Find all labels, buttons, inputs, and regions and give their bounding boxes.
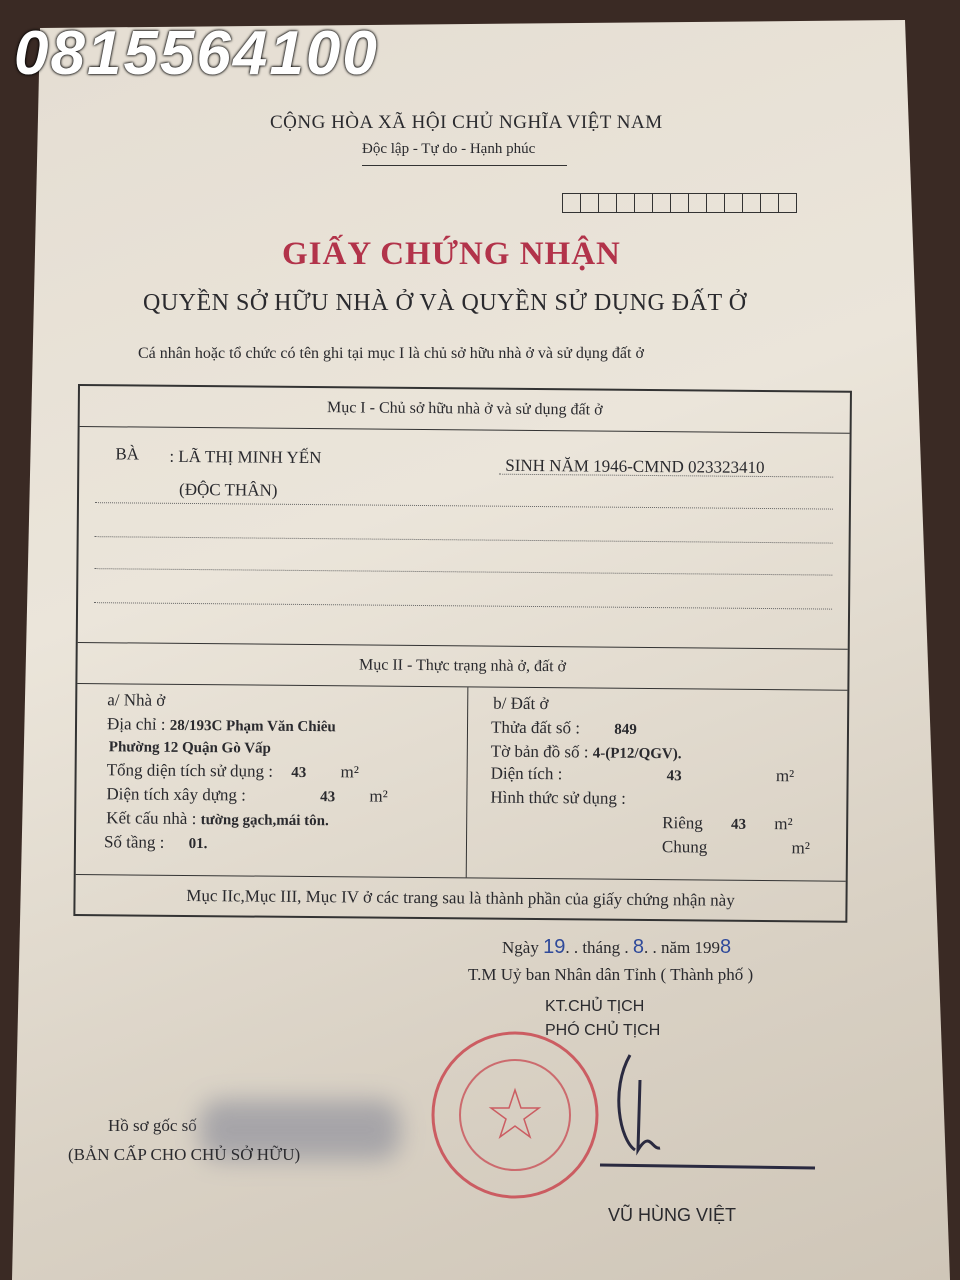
structure-row: Kết cấu nhà : tường gạch,mái tôn. xyxy=(106,808,329,830)
column-divider xyxy=(466,687,469,877)
document-subtitle: QUYỀN SỞ HỮU NHÀ Ở VÀ QUYỀN SỬ DỤNG ĐẤT Ở xyxy=(143,290,747,316)
signer-role2: PHÓ CHỦ TỊCH xyxy=(545,1022,661,1039)
owner-prefix: BÀ xyxy=(115,444,140,464)
land-area-row: Diện tích : 43 m² xyxy=(490,763,795,786)
address-row: Địa chỉ : 28/193C Phạm Văn Chiêu xyxy=(106,714,336,736)
owner-status: (ĐỘC THÂN) xyxy=(179,479,278,500)
section2-heading: Mục II - Thực trạng nhà ở, đất ở xyxy=(77,642,847,691)
shared-row: Chung m² xyxy=(661,837,810,858)
copy-note: (BẢN CẤP CHO CHỦ SỞ HỮU) xyxy=(68,1145,301,1164)
document-title: GIẤY CHỨNG NHẬN xyxy=(282,236,621,272)
motto: Độc lập - Tự do - Hạnh phúc xyxy=(362,141,536,157)
owner-birth-id: SINH NĂM 1946-CMND 023323410 xyxy=(505,455,765,477)
issuing-org: T.M Uỷ ban Nhân dân Tỉnh ( Thành phố ) xyxy=(468,965,754,984)
footer-note: Mục IIc,Mục III, Mục IV ở các trang sau là thành phần của giấy chứng nhận này xyxy=(75,874,845,922)
certificate-table xyxy=(73,384,852,923)
house-label: a/ Nhà ở xyxy=(107,690,166,710)
floors-row: Số tầng : 01. xyxy=(103,832,208,853)
intro-text: Cá nhân hoặc tổ chức có tên ghi tại mục I là chủ sở hữu nhà ở và sử dụng đất ở xyxy=(138,345,644,362)
signer-role1: KT.CHỦ TỊCH xyxy=(545,998,645,1015)
private-row: Riêng 43 m² xyxy=(662,813,793,834)
nation-header: CỘNG HÒA XÃ HỘI CHỦ NGHĨA VIỆT NAM xyxy=(270,112,663,133)
serial-number-boxes xyxy=(562,193,797,213)
signer-name: VŨ HÙNG VIỆT xyxy=(608,1205,737,1225)
map-row: Tờ bản đồ số : 4-(P12/QGV). xyxy=(490,741,682,763)
phone-watermark: 0815564100 xyxy=(14,19,379,88)
land-label: b/ Đất ở xyxy=(493,693,549,714)
parcel-row: Thửa đất số : 849 xyxy=(490,717,637,738)
issue-date: Ngày 19. . tháng . 8. . năm 1998 xyxy=(502,936,732,958)
total-area-row: Tổng diện tích sử dụng : 43 m² xyxy=(106,760,359,782)
address-line2: Phường 12 Quận Gò Vấp xyxy=(108,739,271,757)
owner-name: : LÃ THỊ MINH YẾN xyxy=(169,446,322,468)
handwritten-signature xyxy=(590,1050,820,1180)
record-number-label: Hồ sơ gốc số xyxy=(108,1116,197,1135)
usage-label: Hình thức sử dụng : xyxy=(490,787,627,808)
section1-heading: Mục I - Chủ sở hữu nhà ở và sử dụng đất ở xyxy=(80,386,850,434)
motto-underline xyxy=(362,165,567,166)
built-area-row: Diện tích xây dựng : 43 m² xyxy=(106,784,388,806)
